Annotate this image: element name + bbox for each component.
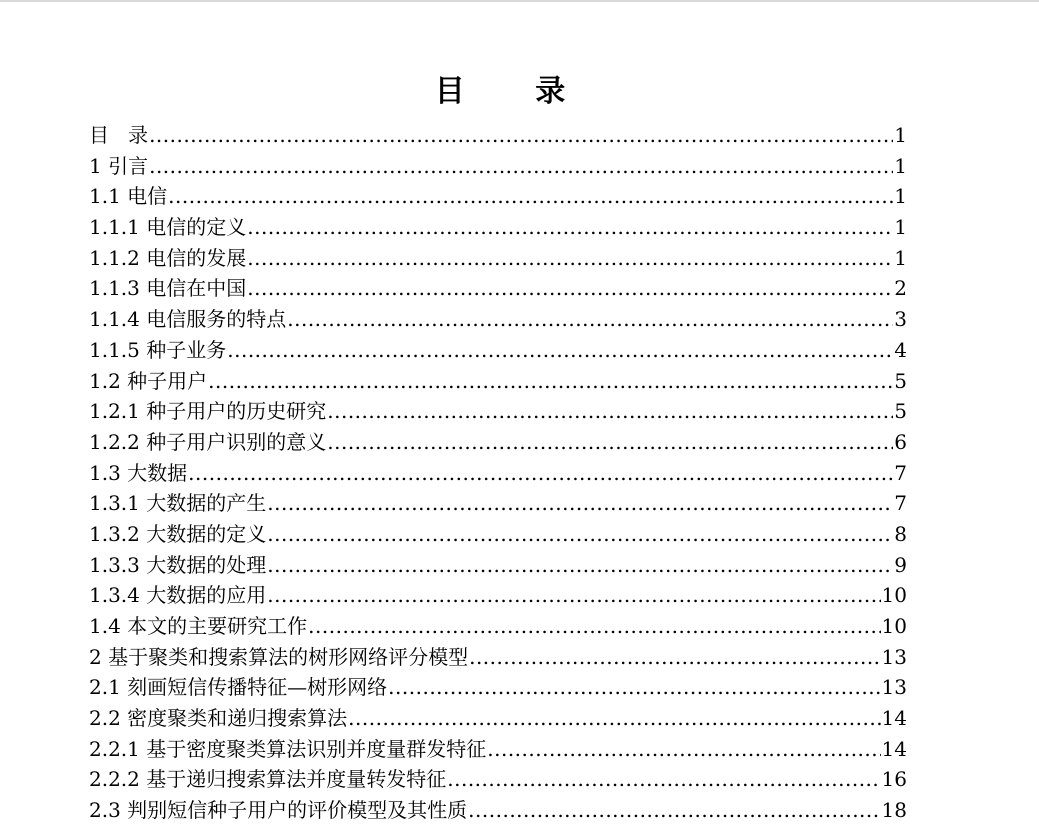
- toc-entry[interactable]: [89, 458, 907, 489]
- toc-leader-dots: [267, 519, 893, 550]
- toc-leader-dots: [208, 366, 893, 397]
- toc-entry-number: 1.2.1: [89, 399, 140, 424]
- toc-entry-number: 1.3: [89, 460, 121, 485]
- toc-entry[interactable]: [89, 304, 907, 335]
- toc-entry-number: 1.3.3: [89, 552, 140, 577]
- toc-entry[interactable]: [89, 273, 907, 304]
- toc-entry[interactable]: [89, 488, 907, 519]
- toc-entry[interactable]: [89, 120, 907, 151]
- toc-leader-dots: [469, 642, 880, 673]
- toc-entry-page: 5: [894, 399, 907, 424]
- toc-leader-dots: [247, 212, 893, 243]
- toc-leader-dots: [287, 304, 893, 335]
- toc-entry[interactable]: [89, 642, 907, 673]
- toc-entry-page: 16: [881, 767, 907, 792]
- toc-entry-label: 大数据的处理: [146, 552, 267, 577]
- toc-entry-page: 6: [894, 429, 907, 454]
- toc-entry-label: 电信在中国: [146, 276, 247, 301]
- toc-entry-label: 基于聚类和搜索算法的树形网络评分模型: [108, 644, 469, 669]
- toc-leader-dots: [388, 672, 880, 703]
- toc-entry-number: 2: [89, 644, 102, 669]
- toc-entry-number: 1.2: [89, 368, 121, 393]
- toc-entry-label: 种子业务: [146, 337, 227, 362]
- toc-entry-label: 大数据: [127, 460, 188, 485]
- toc-leader-dots: [149, 120, 893, 151]
- toc-entry-page: 3: [894, 307, 907, 332]
- toc-entry-label: 本文的主要研究工作: [127, 614, 308, 638]
- toc-entry-label: 种子用户识别的意义: [146, 429, 327, 454]
- toc-entry[interactable]: [89, 795, 907, 826]
- toc-leader-dots: [267, 550, 893, 581]
- toc-entry-page: 13: [881, 644, 907, 669]
- toc-entry-label: 电信的发展: [146, 245, 247, 270]
- toc-entry[interactable]: [89, 366, 907, 397]
- toc-entry-number: 1.1.1: [89, 215, 140, 240]
- toc-entry-number: 1.1.4: [89, 307, 140, 332]
- toc-entry-page: 10: [881, 583, 907, 608]
- toc-entry-number: 1.3.2: [89, 521, 140, 546]
- page-title: 目 录: [434, 74, 596, 109]
- toc-leader-dots: [227, 335, 893, 366]
- toc-entry-number: 目: [89, 123, 109, 147]
- toc-entry-number: 2.2: [89, 706, 121, 731]
- toc-entry-page: 1: [894, 123, 907, 147]
- toc-entry-label: 大数据的定义: [146, 521, 267, 546]
- toc-entry-number: 1: [89, 153, 102, 178]
- toc-entry-label: 密度聚类和递归搜索算法: [127, 706, 348, 731]
- toc-entry-label: 基于密度聚类算法识别并度量群发特征: [146, 736, 487, 761]
- toc-entry[interactable]: [89, 243, 907, 274]
- toc-entry-page: 14: [881, 706, 907, 731]
- toc-entry-label: 刻画短信传播特征—树形网络: [127, 675, 388, 700]
- toc-entry-label: 基于递归搜索算法并度量转发特征: [146, 767, 447, 792]
- toc-leader-dots: [327, 396, 893, 427]
- toc-entry[interactable]: [89, 703, 907, 734]
- toc-leader-dots: [247, 273, 893, 304]
- toc-entry-label: 电信服务的特点: [146, 307, 287, 332]
- toc-entry-number: 1.2.2: [89, 429, 140, 454]
- toc-entry-page: 13: [881, 675, 907, 700]
- top-border: [0, 0, 1039, 2]
- toc-entry-label: 大数据的产生: [146, 491, 267, 516]
- toc-entry-label: 大数据的应用: [146, 583, 267, 608]
- toc-leader-dots: [308, 611, 880, 642]
- toc-entry-number: 2.1: [89, 675, 121, 700]
- toc-entry[interactable]: [89, 181, 907, 212]
- toc-entry-number: 1.1.2: [89, 245, 140, 270]
- toc-leader-dots: [267, 580, 880, 611]
- toc-entry[interactable]: [89, 550, 907, 581]
- toc-leader-dots: [247, 243, 893, 274]
- toc-leader-dots: [447, 764, 880, 795]
- toc-entry-label: 引言: [108, 153, 149, 178]
- toc-entry[interactable]: [89, 396, 907, 427]
- toc-entry-page: 10: [881, 614, 907, 638]
- toc-entry-number: 2.2.2: [89, 767, 140, 792]
- toc-leader-dots: [267, 488, 893, 519]
- toc-entry[interactable]: [89, 427, 907, 458]
- toc-entry-number: 1.3.1: [89, 491, 140, 516]
- toc-leader-dots: [168, 181, 893, 212]
- toc-entry-label: 录: [128, 123, 149, 147]
- toc-entry-page: 7: [894, 491, 907, 516]
- toc-entry-label: 电信的定义: [146, 215, 247, 240]
- toc-entry[interactable]: [89, 611, 907, 642]
- toc-entry-page: 1: [894, 245, 907, 270]
- toc-entry[interactable]: [89, 519, 907, 550]
- toc-entry[interactable]: [89, 335, 907, 366]
- toc-entry-page: 5: [894, 368, 907, 393]
- toc-entry-label: 种子用户的历史研究: [146, 399, 327, 424]
- toc-entry[interactable]: [89, 212, 907, 243]
- toc-entry-page: 14: [881, 736, 907, 761]
- toc-entry-number: 1.1.5: [89, 337, 140, 362]
- toc-entry[interactable]: [89, 672, 907, 703]
- toc-leader-dots: [348, 703, 880, 734]
- toc-entry-number: 1.3.4: [89, 583, 140, 608]
- toc-entry-number: 2.2.1: [89, 736, 140, 761]
- toc-entry-page: 1: [894, 215, 907, 240]
- toc-entry[interactable]: [89, 151, 907, 182]
- toc-entry-number: 1.4: [89, 614, 121, 638]
- toc-entry[interactable]: [89, 580, 907, 611]
- toc-leader-dots: [327, 427, 893, 458]
- toc-entry-label: 判别短信种子用户的评价模型及其性质: [127, 798, 468, 823]
- toc-leader-dots: [487, 734, 880, 765]
- toc-entry-number: 1.1.3: [89, 276, 140, 301]
- toc-entry-number: 1.1: [89, 184, 121, 209]
- toc-leader-dots: [468, 795, 880, 826]
- toc-entry-page: 18: [881, 798, 907, 823]
- toc-leader-dots: [149, 151, 893, 182]
- toc-entry-label: 种子用户: [127, 368, 208, 393]
- toc-entry-label: 电信: [127, 184, 168, 209]
- toc-entry-page: 2: [894, 276, 907, 301]
- toc-entry-page: 1: [894, 153, 907, 178]
- toc-entry-number: 2.3: [89, 798, 121, 823]
- toc-leader-dots: [188, 458, 893, 489]
- toc-entry-page: 7: [894, 460, 907, 485]
- toc-entry[interactable]: [89, 764, 907, 795]
- toc-entry[interactable]: [89, 734, 907, 765]
- toc-entry-page: 1: [894, 184, 907, 209]
- table-of-contents: [89, 120, 907, 826]
- toc-entry-page: 9: [894, 552, 907, 577]
- toc-entry-page: 8: [894, 521, 907, 546]
- toc-entry-page: 4: [894, 337, 907, 362]
